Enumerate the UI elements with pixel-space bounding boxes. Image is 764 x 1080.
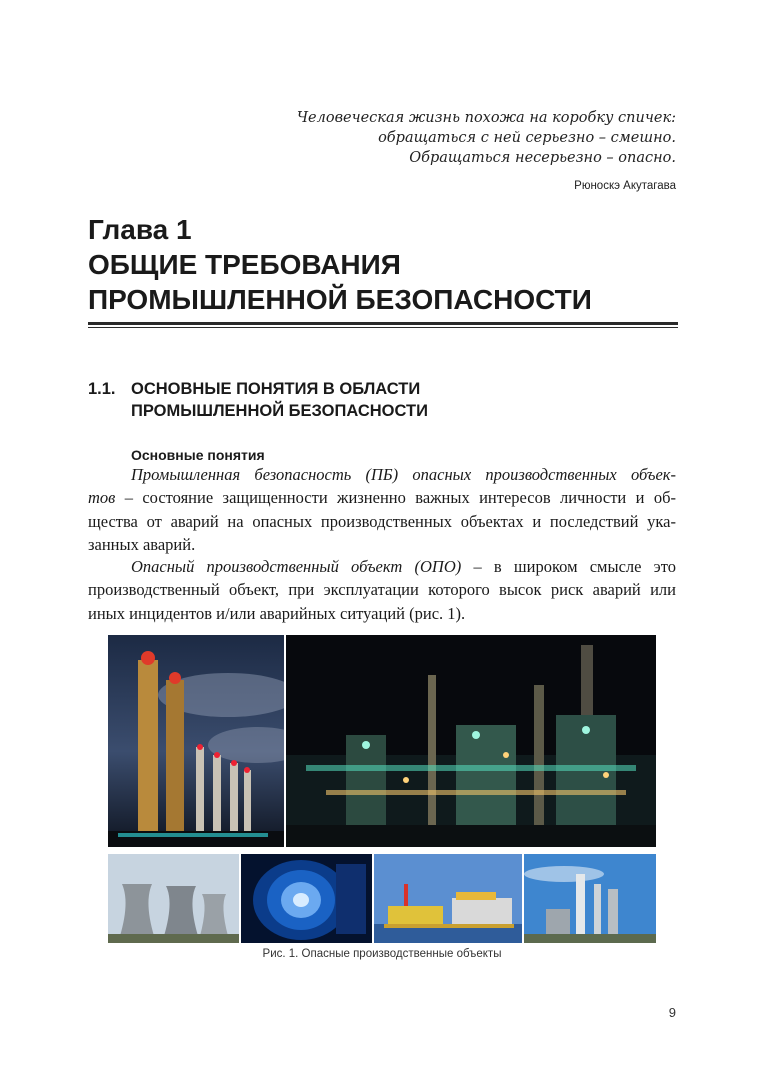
section-title-line: ПРОМЫШЛЕННОЙ БЕЗОПАСНОСТИ xyxy=(131,402,428,420)
definition-text: – состояние защищенности жизненно важных интересов личности и об- xyxy=(115,488,676,508)
offshore-platform-photo xyxy=(374,854,522,943)
text-line xyxy=(88,463,676,486)
text-line: занных аварий. xyxy=(88,534,196,554)
epigraph-line: Обращаться несерьезно – опасно. xyxy=(409,150,676,166)
term-italic: Опасный производственный объект (ОПО) xyxy=(131,557,462,576)
chapter-heading xyxy=(88,212,678,317)
definition-text: – в широком смысле это xyxy=(461,557,676,576)
text-line xyxy=(88,555,676,578)
section-title xyxy=(131,378,691,422)
power-plant-chimneys-photo xyxy=(108,635,284,847)
figure-caption: Рис. 1. Опасные производственные объекты xyxy=(262,948,502,960)
epigraph-line: Человеческая жизнь похожа на коробку спичек: xyxy=(296,110,676,126)
term-italic: Промышленная безопасность (ПБ) опасных производственных объек- xyxy=(131,465,676,484)
text-line: щества от аварий на опасных производственных объектах и последствий ука- xyxy=(88,511,676,531)
term-italic: тов xyxy=(88,488,116,508)
subheading: Основные понятия xyxy=(131,447,265,463)
chemical-plant-photo xyxy=(524,854,656,943)
turbine-photo xyxy=(241,854,372,943)
text-line: иных инцидентов и/или аварийных ситуаций (рис. 1). xyxy=(88,603,466,623)
text-line: производственный объект, при эксплуатации которого высок риск аварий или xyxy=(88,580,676,600)
chapter-title-line: ОБЩИЕ ТРЕБОВАНИЯ xyxy=(88,249,401,280)
section-title-line: ОСНОВНЫЕ ПОНЯТИЯ В ОБЛАСТИ xyxy=(131,380,421,398)
figure-hazardous-facilities xyxy=(108,635,656,943)
chapter-title-line: ПРОМЫШЛЕННОЙ БЕЗОПАСНОСТИ xyxy=(88,284,592,315)
epigraph xyxy=(256,108,676,196)
refinery-night-photo xyxy=(286,635,656,847)
cooling-towers-photo xyxy=(108,854,239,943)
text-line xyxy=(88,486,676,509)
chapter-rule-thin xyxy=(88,327,678,328)
section-number: 1.1. xyxy=(88,380,116,398)
paragraph-hazardous-facility xyxy=(88,555,676,625)
chapter-rule xyxy=(88,322,678,325)
chapter-label: Глава 1 xyxy=(88,214,192,245)
epigraph-author: Рюноскэ Акутагава xyxy=(574,180,676,192)
page-number: 9 xyxy=(668,1005,676,1020)
epigraph-line: обращаться с ней серьезно – смешно. xyxy=(378,130,676,146)
paragraph-industrial-safety xyxy=(88,463,676,556)
